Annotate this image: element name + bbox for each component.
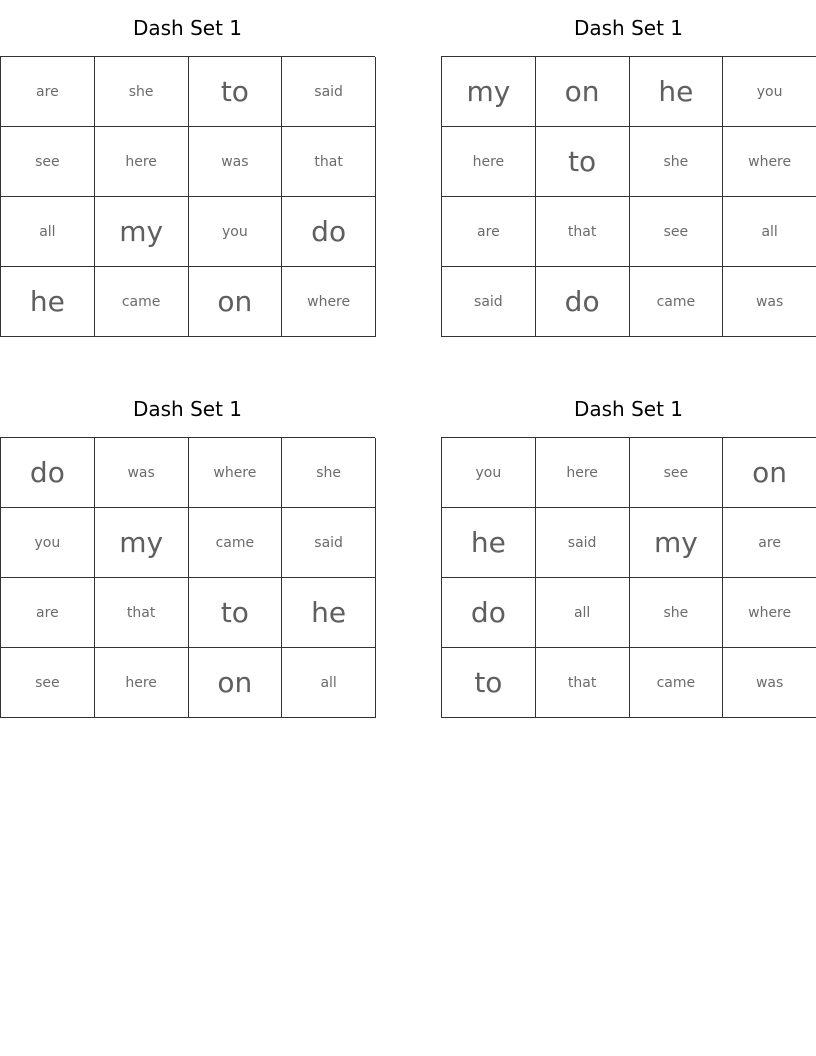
word-cell: here: [442, 127, 536, 197]
bingo-card-4: [441, 381, 816, 718]
word-cell: my: [630, 508, 724, 578]
word-cell: to: [189, 578, 283, 648]
word-cell: she: [630, 127, 724, 197]
word-cell: was: [95, 438, 189, 508]
word-grid: [0, 56, 375, 337]
word-cell: you: [189, 197, 283, 267]
word-cell: here: [536, 438, 630, 508]
word-cell: you: [1, 508, 95, 578]
word-grid: [441, 437, 816, 718]
word-cell: do: [536, 267, 630, 337]
word-cell: she: [95, 57, 189, 127]
word-cell: here: [95, 648, 189, 718]
word-cell: that: [536, 197, 630, 267]
word-cell: he: [1, 267, 95, 337]
word-cell: are: [1, 578, 95, 648]
bingo-card-2: [441, 0, 816, 337]
word-cell: that: [282, 127, 376, 197]
word-cell: do: [442, 578, 536, 648]
card-title: Dash Set 1: [573, 397, 684, 421]
word-cell: that: [536, 648, 630, 718]
word-cell: was: [723, 267, 816, 337]
word-cell: on: [723, 438, 816, 508]
bingo-card-3: [0, 381, 375, 718]
card-title: Dash Set 1: [132, 16, 243, 40]
word-cell: do: [1, 438, 95, 508]
word-cell: where: [723, 127, 816, 197]
word-cell: you: [723, 57, 816, 127]
word-cell: she: [630, 578, 724, 648]
word-cell: came: [189, 508, 283, 578]
word-cell: where: [189, 438, 283, 508]
word-cell: was: [189, 127, 283, 197]
word-cell: said: [282, 57, 376, 127]
word-cell: see: [630, 197, 724, 267]
word-cell: see: [1, 127, 95, 197]
word-cell: where: [723, 578, 816, 648]
card-title: Dash Set 1: [132, 397, 243, 421]
word-cell: where: [282, 267, 376, 337]
word-cell: are: [723, 508, 816, 578]
word-cell: he: [630, 57, 724, 127]
word-cell: see: [1, 648, 95, 718]
word-cell: see: [630, 438, 724, 508]
word-cell: came: [630, 267, 724, 337]
word-cell: my: [442, 57, 536, 127]
word-cell: she: [282, 438, 376, 508]
word-cell: you: [442, 438, 536, 508]
word-cell: do: [282, 197, 376, 267]
word-cell: he: [442, 508, 536, 578]
word-cell: my: [95, 197, 189, 267]
bingo-card-1: [0, 0, 375, 337]
word-cell: was: [723, 648, 816, 718]
word-cell: on: [536, 57, 630, 127]
word-cell: are: [1, 57, 95, 127]
word-cell: are: [442, 197, 536, 267]
word-cell: said: [442, 267, 536, 337]
word-cell: he: [282, 578, 376, 648]
word-cell: to: [536, 127, 630, 197]
word-cell: all: [536, 578, 630, 648]
word-grid: [441, 56, 816, 337]
word-cell: said: [536, 508, 630, 578]
card-title: Dash Set 1: [573, 16, 684, 40]
word-cell: all: [282, 648, 376, 718]
word-cell: on: [189, 267, 283, 337]
word-cell: that: [95, 578, 189, 648]
word-cell: here: [95, 127, 189, 197]
word-cell: my: [95, 508, 189, 578]
word-cell: to: [189, 57, 283, 127]
word-cell: said: [282, 508, 376, 578]
word-cell: on: [189, 648, 283, 718]
word-cell: came: [95, 267, 189, 337]
word-cell: came: [630, 648, 724, 718]
word-cell: to: [442, 648, 536, 718]
word-cell: all: [723, 197, 816, 267]
word-cell: all: [1, 197, 95, 267]
word-grid: [0, 437, 375, 718]
